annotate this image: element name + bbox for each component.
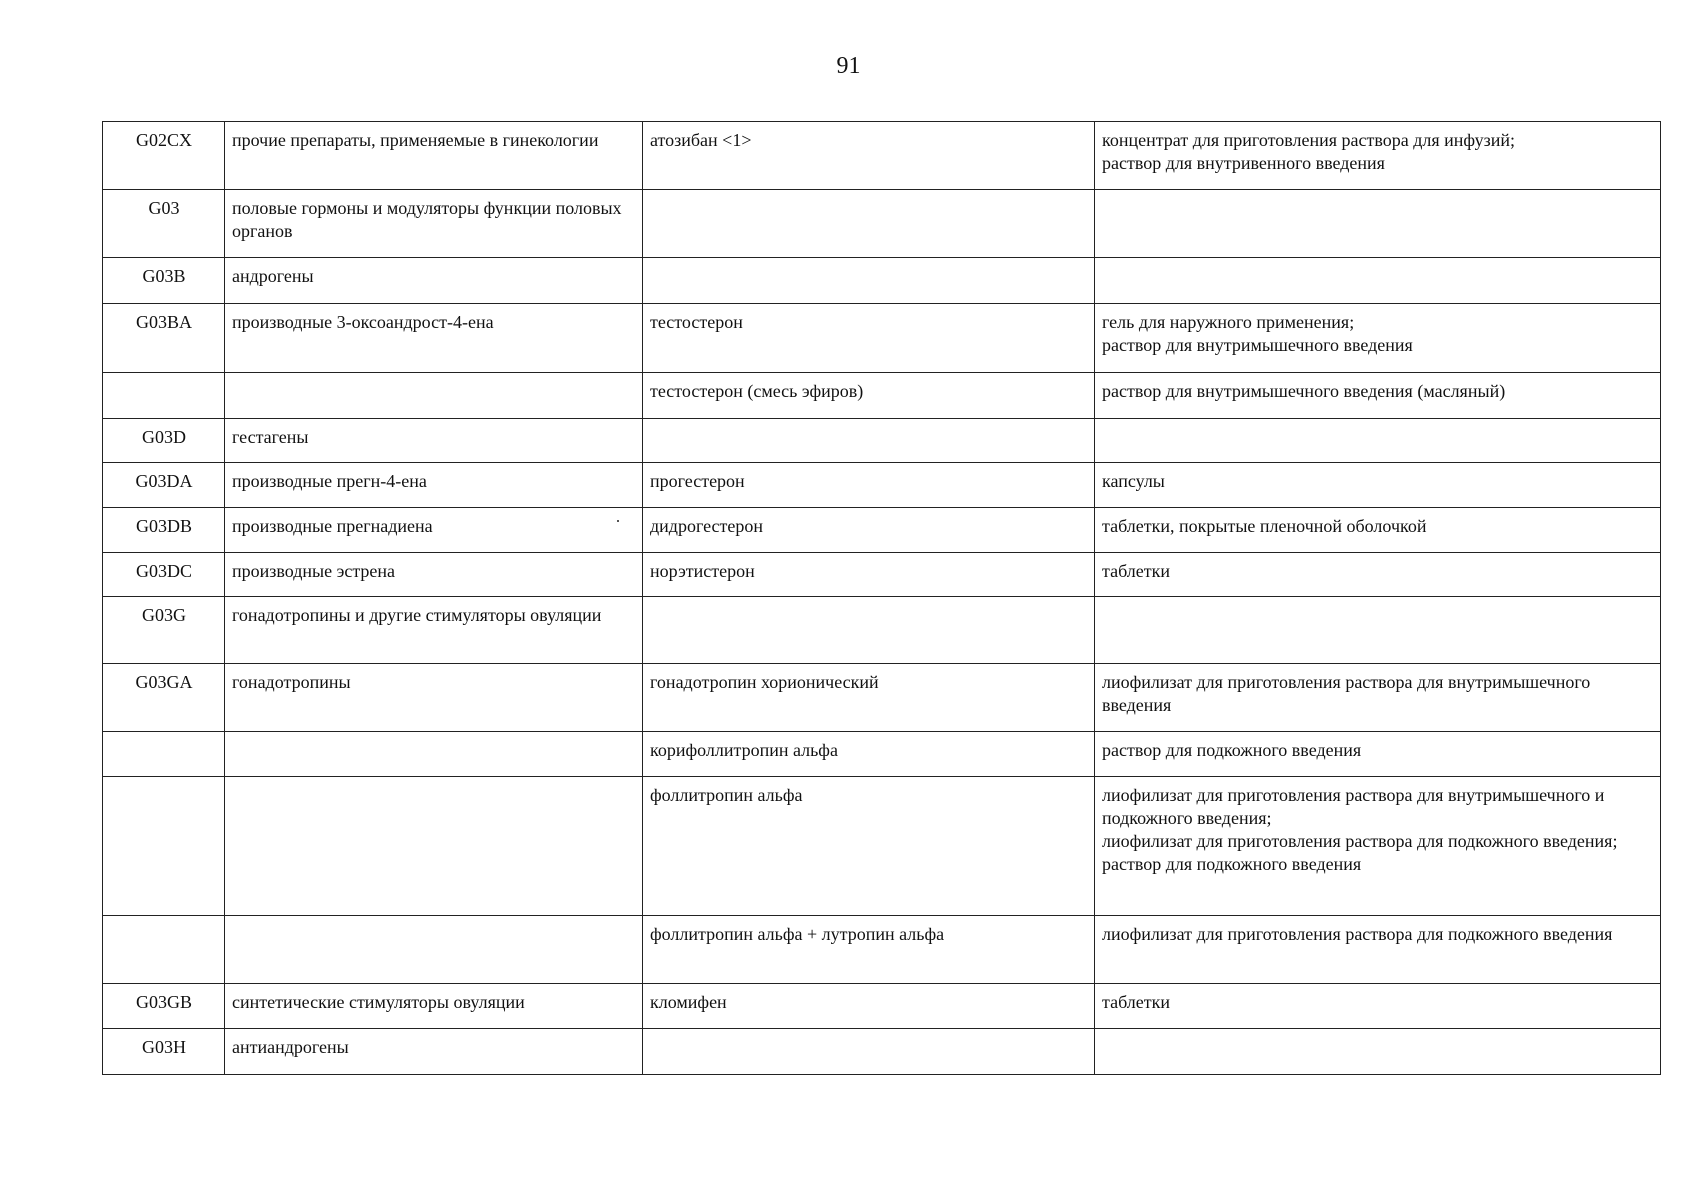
atc-code-cell [103,664,225,732]
anatomic-therapeutic-group-cell [225,984,643,1029]
atc-code-cell [103,258,225,304]
atc-code-cell [103,553,225,597]
drug-name-cell [643,777,1095,916]
dosage-form-cell [1095,304,1661,373]
drug-name-cell [643,463,1095,508]
drug-name-cell [643,419,1095,463]
dosage-form-text: лиофилизат для приготовления раствора для подкожного введения [1102,924,1613,944]
anatomic-therapeutic-group-cell [225,916,643,984]
drug-name-cell [643,916,1095,984]
anatomic-therapeutic-group-cell [225,122,643,190]
dosage-form-cell [1095,984,1661,1029]
anatomic-therapeutic-group-text: андрогены [232,266,314,286]
table-row [103,373,1661,419]
dosage-form-cell [1095,553,1661,597]
atc-code-cell [103,463,225,508]
table-row [103,190,1661,258]
dosage-form-cell [1095,916,1661,984]
atc-code-cell [103,984,225,1029]
anatomic-therapeutic-group-cell [225,777,643,916]
anatomic-therapeutic-group-cell [225,258,643,304]
atc-code-text: G03 [148,198,180,218]
table-row [103,419,1661,463]
dosage-form-cell [1095,373,1661,419]
anatomic-therapeutic-group-cell [225,304,643,373]
table-row [103,304,1661,373]
table-row [103,258,1661,304]
drug-name-cell [643,258,1095,304]
table-row [103,463,1661,508]
anatomic-therapeutic-group-cell [225,508,643,553]
drug-name-text: фоллитропин альфа + лутропин альфа [650,924,945,944]
atc-code-cell [103,419,225,463]
dosage-form-cell [1095,419,1661,463]
drug-name-text: кломифен [650,992,727,1012]
dosage-form-text: раствор для подкожного введения [1102,740,1362,760]
anatomic-therapeutic-group-cell [225,463,643,508]
anatomic-therapeutic-group-text: производные 3-оксоандрост-4-ена [232,312,494,332]
dosage-form-cell [1095,597,1661,664]
dosage-form-cell [1095,732,1661,777]
dosage-form-text: лиофилизат для приготовления раствора для внутримышечного и подкожного введения; лиофилизат для приготовления раствора для подкожного введения; раствор для подкожного введения [1102,785,1618,874]
drug-name-text: атозибан <1> [650,130,752,150]
drug-name-cell [643,597,1095,664]
drug-name-cell [643,304,1095,373]
dosage-form-text: таблетки [1102,561,1171,581]
atc-code-text: G03BA [135,312,192,332]
anatomic-therapeutic-group-cell [225,190,643,258]
dosage-form-cell [1095,258,1661,304]
atc-code-text: G03GA [135,672,193,692]
drug-name-cell [643,553,1095,597]
atc-code-text: G03DA [135,471,193,491]
atc-code-cell [103,597,225,664]
dosage-form-cell [1095,1029,1661,1075]
anatomic-therapeutic-group-cell [225,1029,643,1075]
table-row [103,664,1661,732]
table-row [103,597,1661,664]
atc-code-text: G03H [142,1037,186,1057]
anatomic-therapeutic-group-text: синтетические стимуляторы овуляции [232,992,525,1012]
dosage-form-text: гель для наружного применения; раствор для внутримышечного введения [1102,312,1413,355]
drug-name-cell [643,1029,1095,1075]
table-row [103,508,1661,553]
scan-speck [617,520,619,522]
dosage-form-cell [1095,777,1661,916]
page-number: 91 [836,53,861,79]
drug-name-cell [643,122,1095,190]
atc-code-cell [103,916,225,984]
drug-classification-table [102,121,1661,1075]
atc-code-cell [103,304,225,373]
anatomic-therapeutic-group-text: гонадотропины и другие стимуляторы овуляции [232,605,602,625]
anatomic-therapeutic-group-cell [225,597,643,664]
anatomic-therapeutic-group-text: производные прегн-4-ена [232,471,427,491]
dosage-form-cell [1095,122,1661,190]
atc-code-cell [103,1029,225,1075]
anatomic-therapeutic-group-cell [225,373,643,419]
atc-code-cell [103,190,225,258]
dosage-form-cell [1095,508,1661,553]
drug-name-cell [643,732,1095,777]
atc-code-text: G03B [142,266,186,286]
atc-code-cell [103,777,225,916]
drug-name-cell [643,508,1095,553]
drug-name-text: прогестерон [650,471,745,491]
dosage-form-cell [1095,664,1661,732]
drug-name-text: корифоллитропин альфа [650,740,838,760]
dosage-form-text: капсулы [1102,471,1165,491]
drug-name-text: фоллитропин альфа [650,785,803,805]
atc-code-cell [103,732,225,777]
anatomic-therapeutic-group-text: гонадотропины [232,672,351,692]
anatomic-therapeutic-group-cell [225,732,643,777]
table-row [103,553,1661,597]
drug-name-cell [643,984,1095,1029]
table-body [103,122,1661,1075]
drug-name-text: гонадотропин хорионический [650,672,879,692]
drug-name-cell [643,190,1095,258]
drug-name-cell [643,664,1095,732]
anatomic-therapeutic-group-text: производные прегнадиена [232,516,433,536]
drug-name-cell [643,373,1095,419]
drug-name-text: тестостерон [650,312,743,332]
atc-code-text: G03DB [135,516,192,536]
atc-code-text: G03DC [135,561,192,581]
atc-code-text: G02CX [135,130,192,150]
anatomic-therapeutic-group-text: гестагены [232,427,309,447]
drug-name-text: тестостерон (смесь эфиров) [650,381,864,401]
atc-code-cell [103,373,225,419]
anatomic-therapeutic-group-cell [225,419,643,463]
anatomic-therapeutic-group-text: антиандрогены [232,1037,349,1057]
table-row [103,122,1661,190]
table-row [103,777,1661,916]
dosage-form-cell [1095,190,1661,258]
table-row [103,984,1661,1029]
table-row [103,1029,1661,1075]
atc-code-text: G03D [142,427,186,447]
table-row [103,732,1661,777]
atc-code-cell [103,122,225,190]
atc-code-text: G03G [142,605,186,625]
atc-code-text: G03GB [135,992,192,1012]
anatomic-therapeutic-group-cell [225,553,643,597]
anatomic-therapeutic-group-cell [225,664,643,732]
dosage-form-text: концентрат для приготовления раствора для инфузий; раствор для внутривенного введения [1102,130,1515,173]
drug-name-text: норэтистерон [650,561,755,581]
anatomic-therapeutic-group-text: половые гормоны и модуляторы функции половых органов [232,198,622,241]
dosage-form-cell [1095,463,1661,508]
drug-name-text: дидрогестерон [650,516,764,536]
atc-code-cell [103,508,225,553]
dosage-form-text: раствор для внутримышечного введения (масляный) [1102,381,1506,401]
table-row [103,916,1661,984]
dosage-form-text: лиофилизат для приготовления раствора для внутримышечного введения [1102,672,1591,715]
anatomic-therapeutic-group-text: прочие препараты, применяемые в гинекологии [232,130,599,150]
anatomic-therapeutic-group-text: производные эстрена [232,561,396,581]
dosage-form-text: таблетки, покрытые пленочной оболочкой [1102,516,1427,536]
dosage-form-text: таблетки [1102,992,1171,1012]
